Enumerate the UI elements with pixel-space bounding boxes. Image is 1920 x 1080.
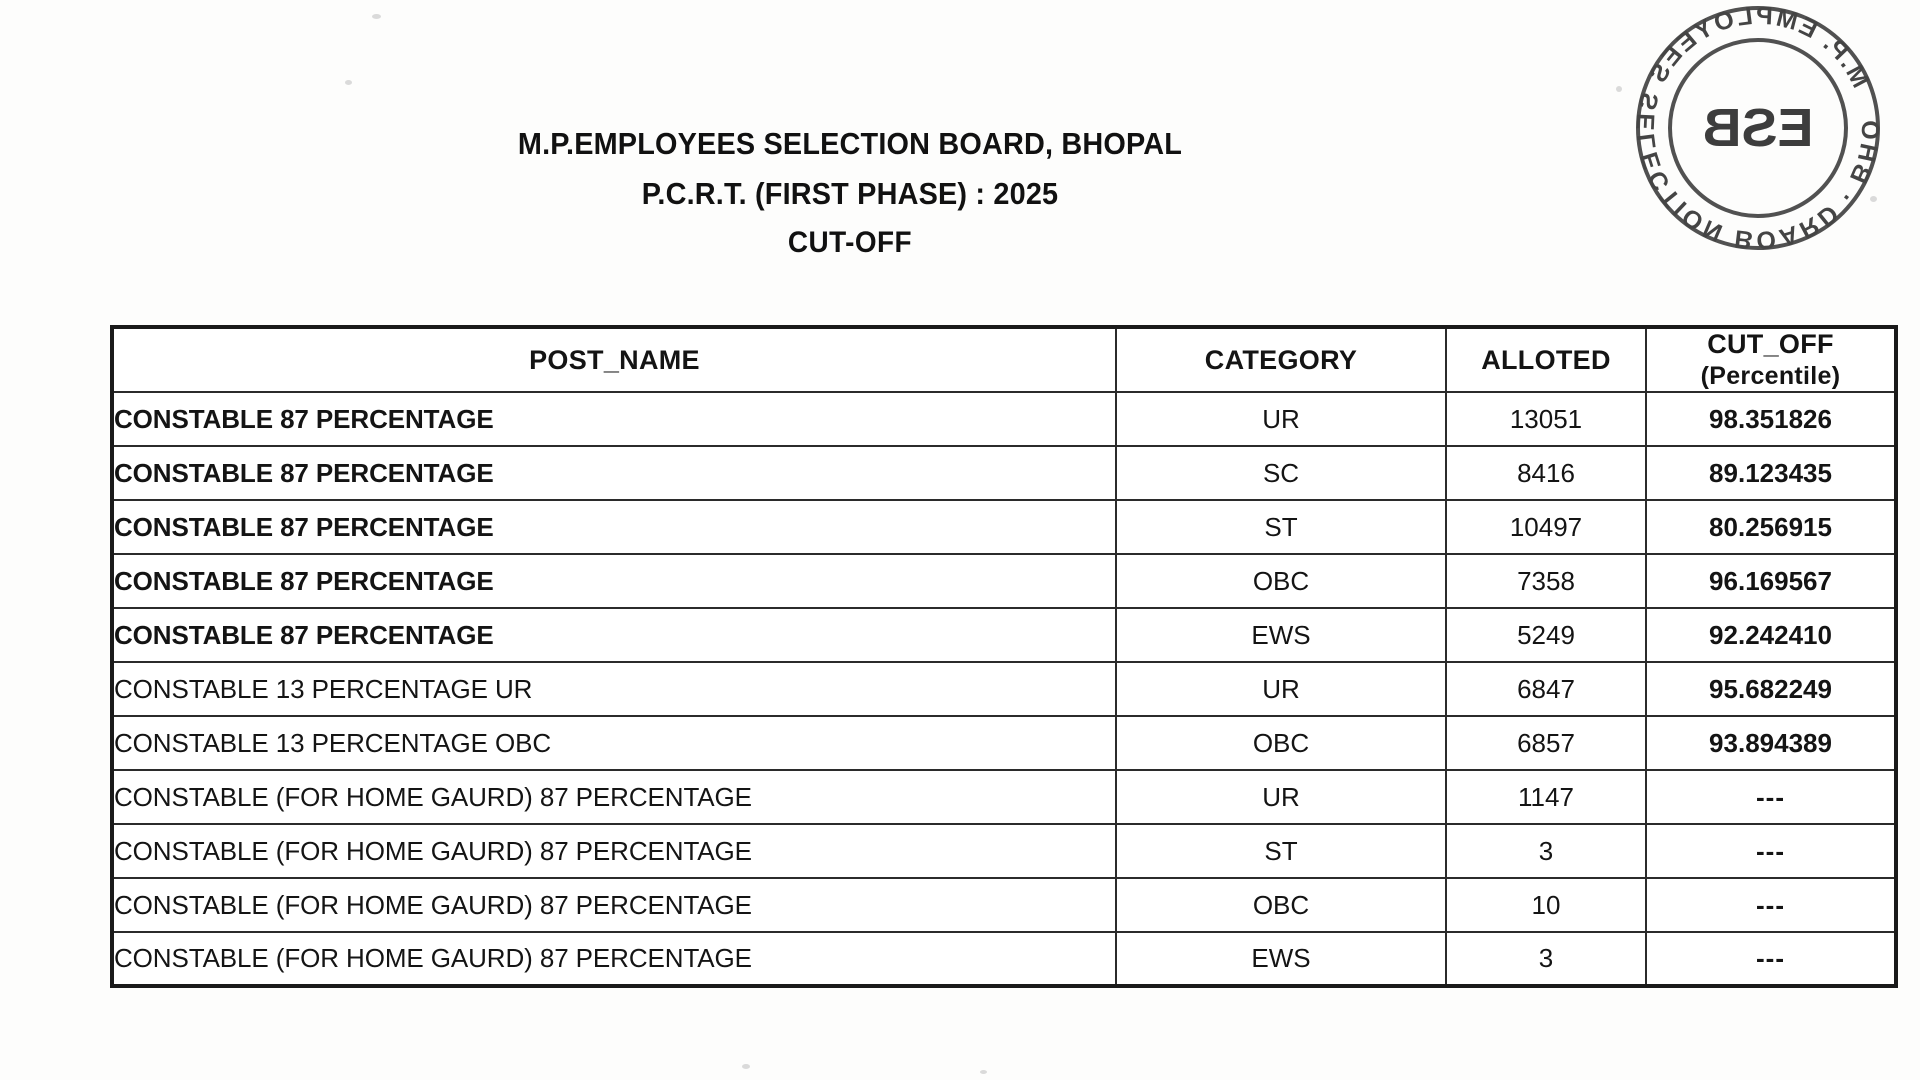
table-row (112, 716, 1896, 770)
table-row (112, 608, 1896, 662)
cell-cut-off: --- (1646, 878, 1896, 932)
cell-category: OBC (1116, 878, 1446, 932)
scan-speck (345, 80, 352, 85)
cell-cut-off: --- (1646, 824, 1896, 878)
column-header-category (1116, 327, 1446, 392)
table-row (112, 554, 1896, 608)
cell-post-name: CONSTABLE (FOR HOME GAURD) 87 PERCENTAGE (112, 878, 1116, 932)
column-header-cut-off-label: CUT_OFF (1707, 329, 1834, 359)
cell-category: UR (1116, 662, 1446, 716)
cell-category: OBC (1116, 716, 1446, 770)
cell-post-name: CONSTABLE (FOR HOME GAURD) 87 PERCENTAGE (112, 932, 1116, 986)
scan-speck (742, 1064, 750, 1069)
cell-alloted: 1147 (1446, 770, 1646, 824)
cell-alloted: 7358 (1446, 554, 1646, 608)
cell-alloted: 5249 (1446, 608, 1646, 662)
cutoff-table (110, 325, 1898, 988)
cell-post-name: CONSTABLE 87 PERCENTAGE (112, 446, 1116, 500)
column-header-post-name (112, 327, 1116, 392)
cell-cut-off: 92.242410 (1646, 608, 1896, 662)
cell-alloted: 8416 (1446, 446, 1646, 500)
cell-post-name: CONSTABLE 87 PERCENTAGE (112, 500, 1116, 554)
column-header-alloted (1446, 327, 1646, 392)
scan-speck (372, 14, 381, 19)
table-row (112, 770, 1896, 824)
cell-cut-off: 89.123435 (1646, 446, 1896, 500)
cell-cut-off: --- (1646, 770, 1896, 824)
table-row (112, 446, 1896, 500)
page-title-exam: P.C.R.T. (FIRST PHASE) : 2025 (641, 176, 1059, 211)
cell-post-name: CONSTABLE 13 PERCENTAGE UR (112, 662, 1116, 716)
column-header-cut-off (1646, 327, 1896, 392)
cell-category: EWS (1116, 932, 1446, 986)
cell-cut-off: 96.169567 (1646, 554, 1896, 608)
cell-cut-off: 95.682249 (1646, 662, 1896, 716)
svg-text:M.P. EMPLOYEES SELECTION BOARD: M.P. EMPLOYEES SELECTION BOARD · BHO (1631, 1, 1885, 254)
table-row (112, 662, 1896, 716)
page-title-organization: M.P.EMPLOYEES SELECTION BOARD, BHOPAL (517, 126, 1183, 161)
table-row (112, 824, 1896, 878)
table-body (112, 392, 1896, 986)
cell-cut-off: --- (1646, 932, 1896, 986)
cell-post-name: CONSTABLE 13 PERCENTAGE OBC (112, 716, 1116, 770)
cell-alloted: 10 (1446, 878, 1646, 932)
table-row (112, 500, 1896, 554)
cell-category: OBC (1116, 554, 1446, 608)
table-row (112, 932, 1896, 986)
cell-category: ST (1116, 500, 1446, 554)
cell-alloted: 3 (1446, 824, 1646, 878)
cell-category: ST (1116, 824, 1446, 878)
table-row (112, 878, 1896, 932)
cell-alloted: 3 (1446, 932, 1646, 986)
scan-speck (980, 1070, 987, 1074)
cell-category: UR (1116, 770, 1446, 824)
cell-alloted: 6847 (1446, 662, 1646, 716)
cell-cut-off: 80.256915 (1646, 500, 1896, 554)
page-title-section: CUT-OFF (787, 226, 913, 259)
cell-category: EWS (1116, 608, 1446, 662)
cell-post-name: CONSTABLE 87 PERCENTAGE (112, 392, 1116, 446)
table-row (112, 392, 1896, 446)
cell-category: SC (1116, 446, 1446, 500)
cell-post-name: CONSTABLE 87 PERCENTAGE (112, 554, 1116, 608)
cell-category: UR (1116, 392, 1446, 446)
cell-alloted: 10497 (1446, 500, 1646, 554)
cell-post-name: CONSTABLE (FOR HOME GAURD) 87 PERCENTAGE (112, 824, 1116, 878)
column-header-alloted-label: ALLOTED (1481, 344, 1611, 375)
column-header-category-label: CATEGORY (1204, 344, 1358, 375)
cell-post-name: CONSTABLE 87 PERCENTAGE (112, 608, 1116, 662)
cell-alloted: 13051 (1446, 392, 1646, 446)
svg-text:ESB: ESB (1702, 98, 1814, 158)
column-header-post-name-label: POST_NAME (529, 344, 700, 375)
cell-cut-off: 98.351826 (1646, 392, 1896, 446)
cell-alloted: 6857 (1446, 716, 1646, 770)
document-heading (0, 128, 1700, 258)
column-header-cut-off-sublabel: (Percentile) (1700, 362, 1841, 390)
table-header-row (112, 327, 1896, 392)
cell-post-name: CONSTABLE (FOR HOME GAURD) 87 PERCENTAGE (112, 770, 1116, 824)
cell-cut-off: 93.894389 (1646, 716, 1896, 770)
table-header (112, 327, 1896, 392)
